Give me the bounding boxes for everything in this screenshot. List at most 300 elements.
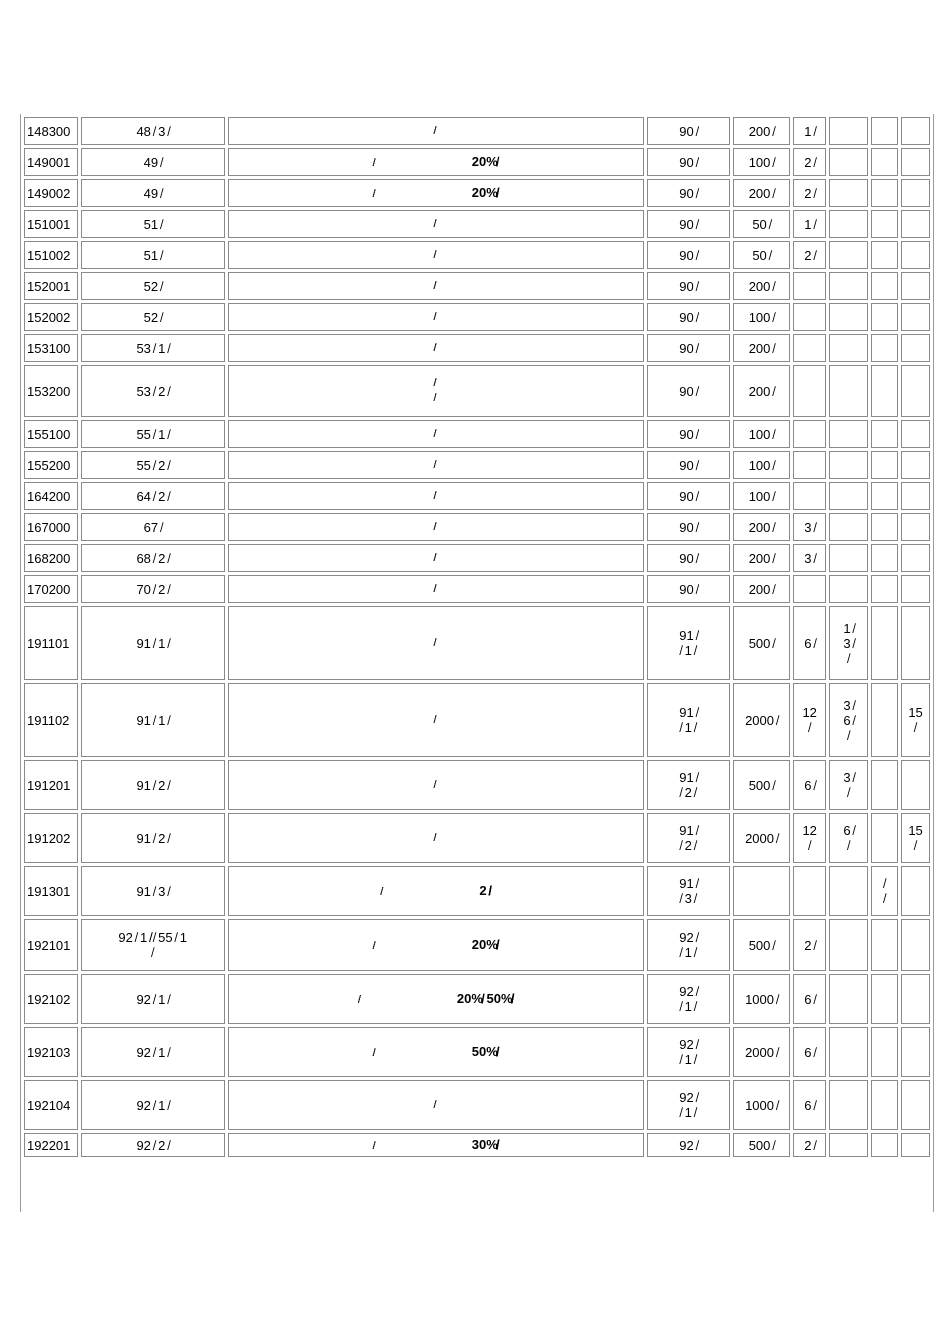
rate-text: 90 ̸	[679, 154, 698, 170]
table-row	[24, 148, 930, 176]
rate-text: 90 ̸	[679, 457, 698, 473]
reference-text: 64 ̸ 2 ̸	[136, 488, 169, 504]
amount	[733, 420, 791, 448]
reference	[81, 683, 225, 757]
rate	[647, 760, 729, 810]
count-4	[901, 241, 930, 269]
rate-text: 91 ̸	[679, 628, 698, 643]
item-code	[24, 210, 78, 238]
description-text: ̸̸̸̸̸̸̸̸̸̸̸̸	[381, 886, 384, 898]
rate-text: ̸ 2 ̸	[681, 838, 696, 853]
amount	[733, 210, 791, 238]
rate-text: ̸ 3 ̸	[681, 891, 696, 906]
count-1	[793, 1080, 826, 1130]
count-2-text: 3 ̸	[843, 697, 855, 713]
count-2	[829, 1027, 868, 1077]
description-text: ̸̸̸̸̸̸̸̸̸	[434, 637, 437, 649]
table-row	[24, 1133, 930, 1157]
item-code	[24, 1080, 78, 1130]
amount	[733, 482, 791, 510]
count-2	[829, 683, 868, 757]
amount-text: 50 ̸	[752, 247, 771, 263]
count-1-text: 2 ̸	[804, 937, 816, 953]
amount	[733, 544, 791, 572]
description-text: ̸̸̸̸̸̸̸̸̸	[434, 714, 437, 726]
count-3	[871, 919, 898, 971]
reference	[81, 365, 225, 417]
count-4-text	[904, 720, 927, 735]
count-2	[829, 544, 868, 572]
description-text: ̸̸̸̸̸̸̸̸̸̸̸̸̸	[374, 157, 377, 169]
item-code	[24, 513, 78, 541]
count-1	[793, 866, 826, 916]
description	[228, 1027, 644, 1077]
item-code-text: 191101	[27, 635, 70, 651]
reference-text: 92 ̸ 2 ̸	[136, 1137, 169, 1153]
reference-text: 91 ̸ 1 ̸	[136, 712, 169, 728]
count-2	[829, 974, 868, 1024]
count-1-text: 3 ̸	[804, 519, 816, 535]
item-code-text: 191301	[27, 883, 71, 899]
amount	[733, 813, 791, 863]
item-code-text: 191102	[27, 712, 70, 728]
table-row	[24, 866, 930, 916]
table-row	[24, 919, 930, 971]
item-code-text: 192201	[27, 1137, 71, 1153]
count-1-text: 2 ̸	[804, 247, 816, 263]
count-2	[829, 760, 868, 810]
rate-text: 90 ̸	[679, 340, 698, 356]
item-code-text: 155100	[27, 426, 71, 442]
amount	[733, 179, 791, 207]
rate-text: 91 ̸	[679, 823, 698, 838]
count-3	[871, 117, 898, 145]
count-4	[901, 513, 930, 541]
amount-text: 500 ̸	[748, 777, 775, 793]
reference-text: 52 ̸	[143, 278, 162, 294]
amount	[733, 1080, 791, 1130]
reference-text: 91 ̸ 3 ̸	[136, 883, 169, 899]
item-code	[24, 683, 78, 757]
description	[228, 683, 644, 757]
table-row	[24, 365, 930, 417]
count-1	[793, 179, 826, 207]
count-3	[871, 866, 898, 916]
description-text: ̸̸̸̸̸̸̸̸̸̸̸̸	[374, 188, 377, 200]
item-code-text: 164200	[27, 488, 71, 504]
description	[228, 919, 644, 971]
count-1	[793, 482, 826, 510]
count-3	[871, 544, 898, 572]
reference	[81, 334, 225, 362]
item-code	[24, 272, 78, 300]
count-2	[829, 303, 868, 331]
description	[228, 1080, 644, 1130]
table-body	[24, 117, 930, 1157]
count-3	[871, 365, 898, 417]
count-4-text: 15	[908, 823, 923, 838]
reference	[81, 544, 225, 572]
description	[228, 303, 644, 331]
count-4	[901, 272, 930, 300]
description-text: ̸̸̸̸̸̸̸̸	[434, 393, 437, 404]
count-1-text: 6 ̸	[804, 1044, 816, 1060]
count-2	[829, 241, 868, 269]
count-1-text: 2 ̸	[804, 185, 816, 201]
amount-text: 200 ̸	[748, 383, 775, 399]
item-code-text: 151001	[27, 216, 71, 232]
rate	[647, 303, 729, 331]
count-3	[871, 179, 898, 207]
count-3	[871, 420, 898, 448]
rate-text: 91 ̸	[679, 876, 698, 891]
reference-text: 53 ̸ 2 ̸	[136, 383, 169, 399]
rate-text: 92 ̸	[679, 1037, 698, 1052]
rate	[647, 974, 729, 1024]
count-3	[871, 1027, 898, 1077]
count-4	[901, 813, 930, 863]
table-row	[24, 117, 930, 145]
reference-text: 92 ̸ 1 ̸	[136, 1097, 169, 1113]
description-text: ̸̸̸̸̸̸̸̸̸̸̸̸̸̸̸	[434, 249, 437, 261]
rate-text: 92 ̸	[679, 930, 698, 945]
count-1-text	[796, 720, 823, 735]
rate-text: 91 ̸	[679, 705, 698, 720]
count-1	[793, 575, 826, 603]
description	[228, 365, 644, 417]
reference-text: 70 ̸ 2 ̸	[136, 581, 169, 597]
description	[228, 420, 644, 448]
count-4	[901, 303, 930, 331]
reference	[81, 760, 225, 810]
rate	[647, 117, 729, 145]
item-code-text: 192104	[27, 1097, 71, 1113]
description-text: ̸̸̸̸̸̸̸̸̸̸̸̸̸̸̸̸̸̸̸̸̸	[434, 521, 437, 533]
count-4	[901, 544, 930, 572]
count-3-text	[874, 891, 895, 906]
item-code-text: 191202	[27, 830, 71, 846]
item-code-text: 167000	[27, 519, 71, 535]
count-4	[901, 451, 930, 479]
reference	[81, 210, 225, 238]
item-code-text: 191201	[27, 777, 71, 793]
description	[228, 482, 644, 510]
description	[228, 575, 644, 603]
reference	[81, 303, 225, 331]
amount-text: 500 ̸	[748, 1137, 775, 1153]
rate-text: ̸ 1 ̸	[681, 720, 696, 735]
reference	[81, 117, 225, 145]
item-code-text: 168200	[27, 550, 71, 566]
count-4	[901, 420, 930, 448]
table-row	[24, 513, 930, 541]
reference	[81, 1080, 225, 1130]
rate-text: 90 ̸	[679, 383, 698, 399]
description-text: ̸̸̸̸̸̸̸̸̸̸̸	[434, 779, 437, 791]
count-1	[793, 420, 826, 448]
item-code	[24, 241, 78, 269]
item-code-text: 192102	[27, 991, 71, 1007]
count-1	[793, 606, 826, 680]
table-row	[24, 575, 930, 603]
rate-text: ̸ 1 ̸	[681, 643, 696, 658]
description-text: ̸̸̸̸̸̸̸̸̸̸̸̸̸̸̸̸̸	[374, 940, 377, 952]
rate-text: ̸ 1 ̸	[681, 999, 696, 1014]
rate-text: ̸ 2 ̸	[681, 785, 696, 800]
count-3	[871, 210, 898, 238]
description-text: ̸̸̸̸̸̸̸̸̸̸̸	[434, 832, 437, 844]
count-1-text: 3 ̸	[804, 550, 816, 566]
amount	[733, 148, 791, 176]
description-text: ̸̸̸̸̸̸̸̸̸̸̸̸̸̸̸̸̸̸̸̸̸̸̸̸̸̸̸̸̸	[434, 378, 437, 389]
reference-text: 67 ̸	[143, 519, 162, 535]
description-text: ̸̸̸̸̸̸̸̸̸̸̸̸̸̸̸̸̸̸	[434, 490, 437, 502]
item-code	[24, 179, 78, 207]
amount	[733, 606, 791, 680]
rate	[647, 606, 729, 680]
amount-text: 100 ̸	[748, 488, 775, 504]
item-code	[24, 482, 78, 510]
description	[228, 760, 644, 810]
count-1-text: 6 ̸	[804, 635, 816, 651]
amount	[733, 334, 791, 362]
table-row	[24, 210, 930, 238]
amount-text: 100 ̸	[748, 457, 775, 473]
amount	[733, 683, 791, 757]
item-code-text: 149001	[27, 154, 71, 170]
rate-text: 90 ̸	[679, 185, 698, 201]
count-3	[871, 813, 898, 863]
count-2	[829, 513, 868, 541]
count-2-text: 3 ̸	[843, 770, 855, 785]
item-code	[24, 334, 78, 362]
count-1-text: 12	[802, 823, 817, 838]
reference-text: 49 ̸	[143, 185, 162, 201]
description-text: ̸̸̸̸̸̸̸̸̸̸̸̸̸̸	[434, 125, 437, 137]
table-row	[24, 482, 930, 510]
count-1	[793, 451, 826, 479]
reference	[81, 482, 225, 510]
count-1-text: 1 ̸	[804, 123, 816, 139]
description-text: ̸̸̸̸̸̸̸̸̸̸̸̸̸̸̸̸̸̸̸̸̸̸̸	[434, 552, 437, 564]
table-row	[24, 1027, 930, 1077]
rate-text: 91 ̸	[679, 770, 698, 785]
reference	[81, 866, 225, 916]
count-2-text: 1 ̸	[843, 620, 855, 636]
description-text: ̸̸̸̸̸̸̸̸̸̸̸̸̸̸̸̸̸̸̸̸̸̸̸̸̸̸̸	[434, 342, 437, 354]
count-1	[793, 513, 826, 541]
count-3	[871, 1133, 898, 1157]
count-3	[871, 513, 898, 541]
amount-text: 2000 ̸	[745, 1044, 778, 1060]
reference	[81, 606, 225, 680]
description	[228, 813, 644, 863]
count-2	[829, 1080, 868, 1130]
count-4	[901, 1027, 930, 1077]
item-code	[24, 1133, 78, 1157]
count-3	[871, 683, 898, 757]
count-3-text	[874, 876, 895, 891]
rate	[647, 272, 729, 300]
description-text: 20%̸̸ 50%̸̸̸̸̸̸	[456, 990, 513, 1006]
rate	[647, 334, 729, 362]
rate-text: ̸ 1 ̸	[681, 1052, 696, 1067]
description	[228, 974, 644, 1024]
count-2	[829, 451, 868, 479]
description-text: ̸̸̸̸̸̸̸̸̸̸̸̸̸	[434, 1099, 437, 1111]
count-1-text: 2 ̸	[804, 154, 816, 170]
rate-text: 90 ̸	[679, 123, 698, 139]
rate	[647, 241, 729, 269]
description-text: ̸̸̸̸̸̸̸̸̸̸̸̸̸̸	[374, 1140, 377, 1152]
reference-text	[84, 945, 222, 960]
amount-text: 2000 ̸	[745, 830, 778, 846]
description-text: ̸̸̸̸̸̸̸̸̸̸̸̸̸̸̸̸̸̸̸̸̸̸̸	[434, 280, 437, 292]
amount	[733, 272, 791, 300]
reference	[81, 974, 225, 1024]
amount-text: 200 ̸	[748, 581, 775, 597]
count-1	[793, 148, 826, 176]
item-code-text: 170200	[27, 581, 71, 597]
item-code	[24, 575, 78, 603]
description-text: ̸̸̸̸̸̸̸̸̸̸̸̸̸̸	[374, 1047, 377, 1059]
count-4	[901, 974, 930, 1024]
description	[228, 606, 644, 680]
reference	[81, 272, 225, 300]
rate	[647, 513, 729, 541]
count-4	[901, 919, 930, 971]
item-code	[24, 606, 78, 680]
count-1	[793, 1133, 826, 1157]
count-4	[901, 1080, 930, 1130]
item-code	[24, 365, 78, 417]
amount	[733, 575, 791, 603]
count-4	[901, 1133, 930, 1157]
count-2	[829, 148, 868, 176]
rate-text: ̸ 1 ̸	[681, 945, 696, 960]
reference-text: 92 ̸ 1 ̸	[136, 1044, 169, 1060]
count-2	[829, 482, 868, 510]
reference	[81, 813, 225, 863]
rate-text: 90 ̸	[679, 581, 698, 597]
reference-text: 55 ̸ 2 ̸	[136, 457, 169, 473]
rate-text: 90 ̸	[679, 488, 698, 504]
amount	[733, 241, 791, 269]
count-3	[871, 272, 898, 300]
count-4	[901, 365, 930, 417]
count-2-text: 6 ̸	[843, 823, 855, 838]
rate	[647, 866, 729, 916]
rate	[647, 482, 729, 510]
reference-text: 68 ̸ 2 ̸	[136, 550, 169, 566]
reference-text: 92 ̸ 1 ̸	[136, 991, 169, 1007]
count-2	[829, 866, 868, 916]
item-code-text: 151002	[27, 247, 71, 263]
rate-text: 90 ̸	[679, 550, 698, 566]
amount-text: 1000 ̸	[745, 1097, 778, 1113]
count-2	[829, 179, 868, 207]
count-4	[901, 606, 930, 680]
count-3	[871, 760, 898, 810]
description-text: ̸̸̸̸̸̸̸̸̸̸	[434, 459, 437, 471]
rate-text: 92 ̸	[679, 984, 698, 999]
count-2-text	[832, 785, 865, 800]
count-3	[871, 334, 898, 362]
reference-text: 92 ̸ 1 ̸̸ ̸ 55 ̸ 1	[118, 930, 188, 945]
count-3	[871, 1080, 898, 1130]
item-code-text: 149002	[27, 185, 71, 201]
count-2-text: 3 ̸	[843, 635, 855, 651]
count-4	[901, 334, 930, 362]
count-4	[901, 683, 930, 757]
fee-table	[21, 114, 933, 1160]
amount-text: 500 ̸	[748, 937, 775, 953]
reference-text: 49 ̸	[143, 154, 162, 170]
rate-text: 92 ̸	[679, 1090, 698, 1105]
description	[228, 117, 644, 145]
amount	[733, 365, 791, 417]
description	[228, 272, 644, 300]
count-2	[829, 813, 868, 863]
reference	[81, 1133, 225, 1157]
description-text: 30%̸̸̸̸	[471, 1136, 498, 1152]
count-2-text	[832, 728, 865, 743]
count-3	[871, 148, 898, 176]
item-code-text: 155200	[27, 457, 71, 473]
amount	[733, 117, 791, 145]
description	[228, 544, 644, 572]
reference-text: 51 ̸	[143, 216, 162, 232]
amount	[733, 1133, 791, 1157]
item-code	[24, 813, 78, 863]
count-1-text: 12	[802, 705, 817, 720]
description	[228, 148, 644, 176]
count-1-text	[796, 838, 823, 853]
amount	[733, 974, 791, 1024]
table-row	[24, 241, 930, 269]
item-code-text: 192101	[27, 937, 71, 953]
amount	[733, 866, 791, 916]
rate	[647, 420, 729, 448]
reference-text: 91 ̸ 2 ̸	[136, 830, 169, 846]
count-2-text: 6 ̸	[843, 712, 855, 728]
count-3	[871, 303, 898, 331]
rate-text: 90 ̸	[679, 309, 698, 325]
rate	[647, 544, 729, 572]
amount-text: 200 ̸	[748, 550, 775, 566]
count-1	[793, 117, 826, 145]
amount	[733, 303, 791, 331]
amount-text: 500 ̸	[748, 635, 775, 651]
description-text: 50%̸̸̸	[471, 1043, 498, 1059]
description-text: ̸̸̸̸̸̸̸̸̸̸̸̸̸̸̸	[434, 311, 437, 323]
rate-text: 90 ̸	[679, 519, 698, 535]
count-4	[901, 482, 930, 510]
count-1	[793, 919, 826, 971]
description	[228, 179, 644, 207]
rate-text: 90 ̸	[679, 247, 698, 263]
description-text: ̸̸̸̸̸̸̸̸̸̸̸̸̸̸̸̸	[434, 218, 437, 230]
count-2	[829, 210, 868, 238]
reference-text: 48 ̸ 3 ̸	[136, 123, 169, 139]
amount-text: 200 ̸	[748, 123, 775, 139]
rate	[647, 919, 729, 971]
rate	[647, 575, 729, 603]
description-text: ̸̸̸̸̸̸̸̸̸̸̸̸̸̸̸̸̸̸̸̸̸̸̸̸	[434, 583, 437, 595]
count-1-text: 6 ̸	[804, 777, 816, 793]
item-code	[24, 303, 78, 331]
item-code	[24, 919, 78, 971]
